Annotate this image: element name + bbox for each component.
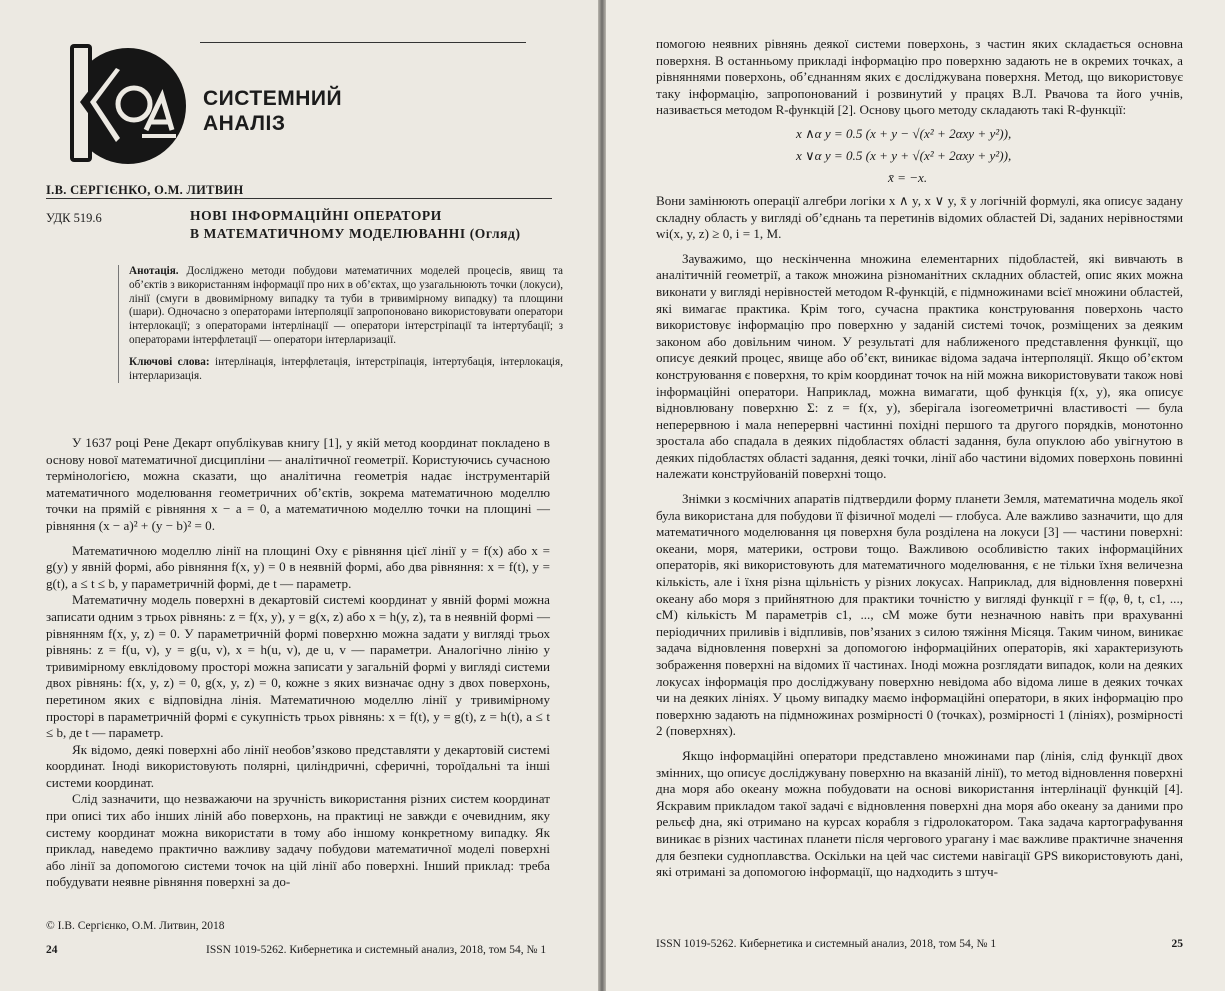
copyright: © І.В. Сергієнко, О.М. Литвин, 2018 — [46, 920, 225, 932]
body-paragraph: Слід зазначити, що незважаючи на зручність використання різних систем координат при описі тих або інших ліній або поверхонь, на практиці не завжди є очевидним, яку систему координат можна використати в тому або іншому конкретному випадку. Як приклад, наведемо практично важливу задачу побудови математичної моделі поверхні або лінії за допомогою системи точок на цій лінії або поверхні. Інший приклад: треба побудувати неявне рівняння поверхні за до- — [46, 791, 550, 890]
formula-r-conjunction: x ∧α y = 0.5 (x + y − √(x² + 2αxy + y²)), — [796, 125, 1012, 141]
paper-title-line-1: НОВІ ІНФОРМАЦІЙНІ ОПЕРАТОРИ — [190, 208, 442, 223]
left-footer — [46, 944, 552, 956]
paper-title — [190, 207, 521, 243]
section-title-line-2: АНАЛІЗ — [203, 112, 286, 135]
right-footer — [656, 938, 1183, 950]
udk-code: УДК 519.6 — [46, 211, 102, 225]
keywords-text: інтерлінація, інтерфлетація, інтерстріпація, інтертубація, інтерлокація, інтерларизація. — [129, 355, 563, 382]
abstract-label: Анотація. — [129, 265, 179, 277]
body-paragraph: Якщо інформаційні оператори представлено множинами пар (лінія, слід функції двох змінних, що описує досліджувану поверхню на вказаній лінії), то метод відновлення поверхні дна моря або океану можна побудовати на основі використання інтерлінації функцій [4]. Яскравим прикладом такої задачі є відновлення поверхні дна моря або океану за даними про рельєф дна, які отримано на курсах корабля з гідролокатором. Така задача картографування виникає в різних частинах планети після чергового урагану і має важливе практичне значення для безпеки судноплавства. Оскільки на цей час системи навігації GPS використовують дані, які отримані за допомогою інформації, що надходить з штуч- — [656, 747, 1183, 880]
body-paragraph: Математичну модель поверхні в декартовій системі координат у явній формі можна записати одним з трьох рівнянь: z = f(x, y), y = g(x, z) або x = h(y, z), та в неявній формі — рівнянням f(x, y, z) = 0. У параметричній формі поверхню можна задати у вигляді трьох рівнянь: z = f(u, v), y = g(u, v), x = h(u, v), де u, v — параметри. Аналогічно лінію у тривимірному евклідовому просторі можна записати у загальній формі у вигляді системи двох рівнянь: f(x, y, z) = 0, g(x, y, z) = 0, кожне з яких визначає одну з двох поверхонь, перетином яких є відповідна лінія. Математичною моделлю лінії у тривимірному просторі в параметричній формі є сукупність трьох рівнянь: x = f(t), y = g(t), z = h(t), a ≤ t ≤ b, де t — параметр. — [46, 592, 550, 741]
body-paragraph: Зауважимо, що нескінченна множина елементарних підобластей, які вивчають в аналітичній геометрії, а також множина різноманітних складних областей, опис яких можна виконати у вигляді нерівностей методом R-функцій, є підмножинами всієї множини областей, які вимагає практика. Крім того, сучасна практика конструювання поверхонь часто використовує інформацію про поверхню у заданій системі точок, розміщених за деяким законом або довільним чином. У результаті для наближеного представлення функції, що описує деякий процес, явище або об’єкт, виникає відома задача інтерполяції. Якщо об’єктом конструювання є поверхня, то крім координат точок на ній можна використовувати також нові інформаційні оператори. Наприклад, можна вимагати, щоб функція f(x, y), яка описує відновлювану поверхню Σ: z = f(x, y), зберігала ізогеометричні властивості — була неперервною і мала неперервні частинні похідні першого та другого порядків, монотонно зростала або спадала в деяких підобластях області задання, була опуклою або увігнутою в деяких підобластях області задання, деякі точки, лінії або частини відомих поверхонь повинні належати конструйованій поверхні тощо. — [656, 250, 1183, 482]
body-paragraph: Математичною моделлю лінії на площині Oxy є рівняння цієї лінії y = f(x) або x = g(y) у явній формі, або рівняння f(x, y) = 0 в неявній формі, або два рівняння: x = f(t), y = g(t), a ≤ t ≤ b, у параметричній формі, де t — параметр. — [46, 542, 550, 591]
paper-title-line-2: В МАТЕМАТИЧНОМУ МОДЕЛЮВАННІ (Огляд) — [190, 226, 521, 241]
book-gutter — [598, 0, 606, 991]
journal-reference: ISSN 1019-5262. Кибернетика и системный анализ, 2018, том 54, № 1 — [206, 944, 547, 956]
ksa-logo-icon — [50, 34, 190, 174]
right-body-text — [656, 36, 1183, 881]
keywords-paragraph — [129, 356, 563, 384]
body-paragraph: Як відомо, деякі поверхні або лінії необов’язково представляти у декартовій системі координат. Іноді використовують полярні, циліндричні, сферичні, тороїдальні та інші системи координат. — [46, 741, 550, 790]
section-title-line-1: СИСТЕМНИЙ — [203, 87, 343, 110]
abstract-paragraph — [129, 265, 563, 348]
right-page — [606, 0, 1225, 991]
header-rule — [200, 42, 526, 43]
formula-negation: x̄ = −x. — [888, 169, 928, 185]
section-title — [203, 86, 342, 136]
abstract-text: Досліджено методи побудови математичних моделей процесів, явищ та об’єктів з використанням інформації про них в об’єктах, що узагальнюють точки (локуси), лінії (смуги в двовимірному випадку та туби в тривимірному випадку) та площини (шари). Одночасно з операторами інтерполяції запропоновано використовувати оператори інтерлокації; з операторами інтерлінації — оператори інтерстріпації та інтертубації; з операторами інтерфлетації — оператори інтерларизації. — [129, 265, 563, 346]
body-paragraph: помогою неявних рівнянь деякої системи поверхонь, з частин яких складається основна поверхня. В останньому прикладі інформацію про поверхню задають не в окремих точках, а рівняннями поверхонь, об’єднанням яких є досліджувана поверхня. Метод, що використовує таку інформацію, запропонований і розвинутий у працях В.Л. Рвачова та його учнів, називається методом R-функцій [2]. Основу цього методу складають такі R-функції: — [656, 36, 1183, 118]
formula-r-disjunction: x ∨α y = 0.5 (x + y + √(x² + 2αxy + y²)), — [796, 147, 1012, 163]
left-page — [0, 0, 598, 991]
page-number: 24 — [46, 944, 58, 956]
authors: І.В. СЕРГІЄНКО, О.М. ЛИТВИН — [46, 183, 244, 197]
left-body-text — [46, 435, 550, 891]
body-paragraph: Вони замінюють операції алгебри логіки x ∧ y, x ∨ y, x̄ у логічній формулі, яка описує задану складну область у вигляді об’єднань та перетинів відомих областей Di, заданих нерівностями wi(x, y, z) ≥ 0, i = 1, M. — [656, 192, 1183, 242]
page-number: 25 — [1171, 938, 1183, 950]
keywords-label: Ключові слова: — [129, 355, 210, 368]
journal-reference: ISSN 1019-5262. Кибернетика и системный анализ, 2018, том 54, № 1 — [656, 938, 997, 950]
body-paragraph: У 1637 році Рене Декарт опублікував книгу [1], у якій метод координат покладено в основу нової математичної дисципліни — аналітичної геометрії. Користуючись сучасною термінологією, можна сказати, що аналітична геометрія надає інструментарій математичного моделювання геометричних об’єктів, зокрема математичною моделлю точки на прямій є рівняння x − a = 0, а математичною моделлю точки на площині — рівняння (x − a)² + (y − b)² = 0. — [46, 435, 550, 533]
abstract — [118, 265, 563, 383]
body-paragraph: Знімки з космічних апаратів підтвердили форму планети Земля, математична модель якої була використана для побудови її фізичної моделі — глобуса. Але важливо зазначити, що для математичного моделювання ця поверхня була розділена на локуси [3] — частини поверхні: океани, моря, материки, острови тощо. Важливою особливістю таких інформаційних операторів, які використовують для математичного моделювання, є не тільки їхня величезна кількість, але і їхня різна щільність у різних локусах. Наприклад, для відновлення поверхні океану або моря з прийнятною для практики точністю у вигляді функції r = f(φ, θ, t, c1, ..., cM) кількість M параметрів c1, ..., cM може бути незначною навіть при врахуванні періодичних приливів і відпливів, пов’язаних з силою тяжіння Місяця. Таким чином, виникає задача відновлення поверхні за допомогою інформаційних операторів, які характеризують зображення поверхні на відомих її частинах. Іноді можна розглядати випадок, коли на деяких локусах інформація про досліджувану поверхню невідома або відома лише в деяких точках чи на деяких лініях. У цьому випадку маємо інформаційні оператори, в яких інформацію про поверхню задають на підмножинах розмірності 0 (точках), розмірності 1 (лініях), розмірності 2 (поверхнях). — [656, 491, 1183, 739]
authors-rule — [46, 198, 552, 199]
